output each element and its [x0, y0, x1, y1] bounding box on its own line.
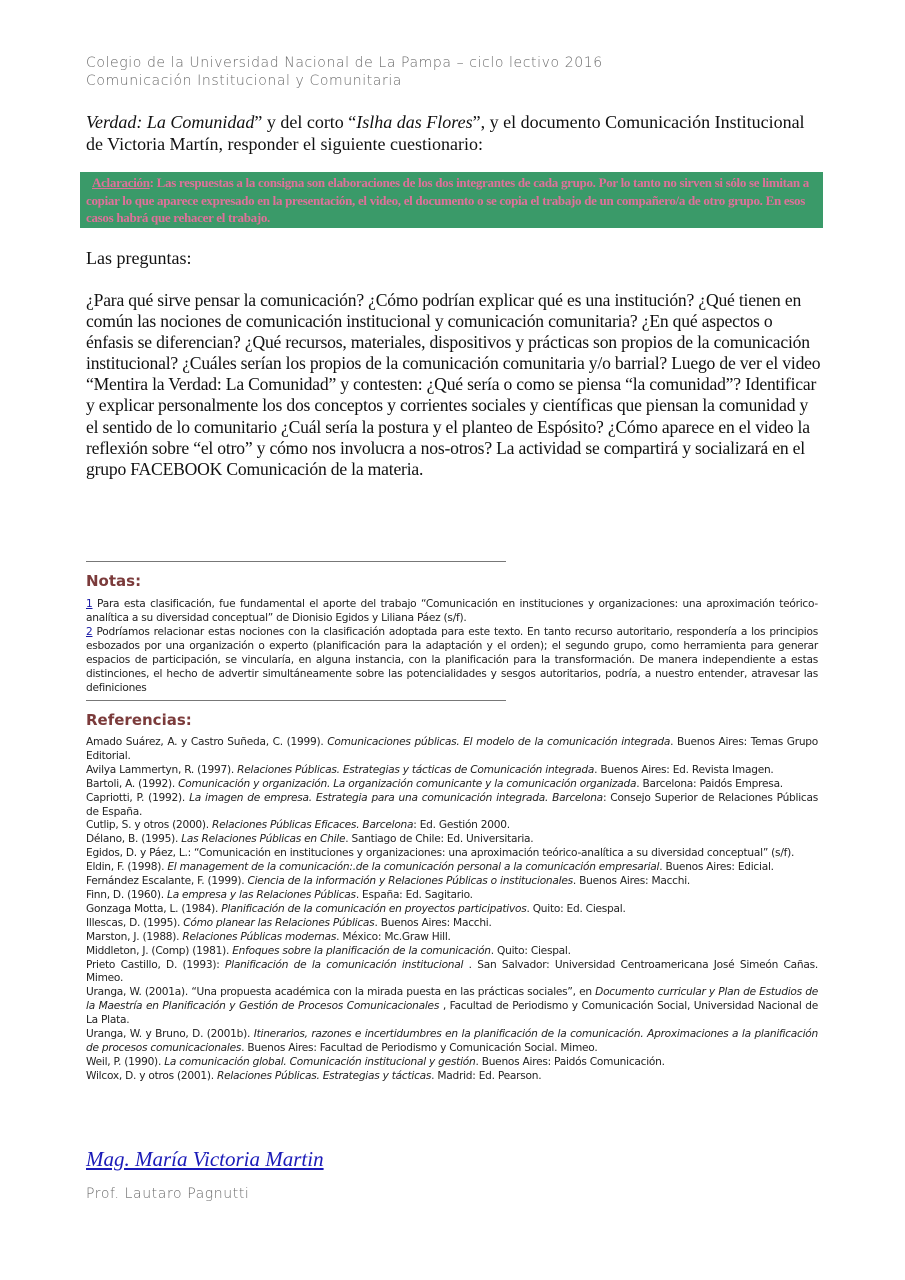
reference-item: Délano, B. (1995). Las Relaciones Públicas en Chile. Santiago de Chile: Ed. Universitaria. [86, 833, 534, 846]
questions-body: ¿Para qué sirve pensar la comunicación? ¿Cómo podrían explicar qué es una institución? ¿Qué tienen en común las nociones de comunicación institucional y comunicación comunitaria? ¿En qué aspectos o énfasis se diferencian? ¿Qué recursos, materiales, dispositivos y prácticas son propios de la comunicación institucional? ¿Cuáles serían los propios de la comunicación comunitaria y/o barrial? Luego de ver el video “Mentira la Verdad: La Comunidad” y contesten: ¿Qué sería o como se piensa “la comunidad”? Identificar y explicar personalmente los dos conceptos y corrientes sociales y científicas que piensan la comunidad y el sentido de lo comunitario ¿Cuál sería la postura y el planteo de Espósito? ¿Cómo aparece en el video la reflexión sobre “el otro” y cómo nos involucra a nos-otros? La actividad se compartirá y socializará en el grupo FACEBOOK Comunicación de la materia. [86, 290, 821, 479]
reference-item: Wilcox, D. y otros (2001). Relaciones Públicas. Estrategias y tácticas. Madrid: Ed. Pearson. [86, 1069, 542, 1082]
professor-name: Prof. Lautaro Pagnutti [86, 1186, 250, 1202]
intro-video-title: Verdad: La Comunidad [86, 112, 255, 132]
reference-item: Bartoli, A. (1992). Comunicación y organización. La organización comunicante y la comunicación organizada. Barcelona: Paidós Empresa. [86, 777, 783, 790]
reference-item: Prieto Castillo, D. (1993): Planificación de la comunicación institucional . San Salvador: Universidad Centroamericana José Simeón Cañas. Mimeo. [86, 958, 819, 985]
page-header [86, 54, 603, 90]
reference-item: Cutlip, S. y otros (2000). Relaciones Públicas Eficaces. Barcelona: Ed. Gestión 2000. [86, 819, 510, 832]
references-divider [86, 700, 506, 701]
references-heading: Referencias: [86, 711, 192, 729]
reference-item: Illescas, D. (1995). Cómo planear las Relaciones Públicas. Buenos Aires: Macchi. [86, 916, 492, 929]
questions-heading: Las preguntas: [86, 248, 192, 268]
notes-heading: Notas: [86, 572, 142, 590]
reference-item: Egidos, D. y Páez, L.: “Comunicación en instituciones y organizaciones: una aproximación teórico-analítica a su diversidad conceptual” (s/f). [86, 847, 795, 860]
clarification-text: : Las respuestas a la consigna son elaboraciones de los dos integrantes de cada grupo. Por lo tanto no sirven si sólo se limitan a copiar lo que aparece expresado en la presentación, el video, el documento o se copia el trabajo de un compañero/a de otro grupo. En esos casos habrá que rehacer el trabajo. [86, 175, 809, 225]
notes-divider [86, 561, 506, 562]
intro-short-title: Islha das Flores [356, 112, 473, 132]
reference-item: Finn, D. (1960). La empresa y las Relaciones Públicas. España: Ed. Sagitario. [86, 888, 473, 901]
notes-list [86, 597, 818, 695]
header-course: Comunicación Institucional y Comunitaria [86, 73, 402, 89]
references-list [86, 736, 818, 1084]
reference-item: Middleton, J. (Comp) (1981). Enfoques sobre la planificación de la comunicación. Quito: Ciespal. [86, 944, 571, 957]
clarification-notice [80, 172, 823, 228]
reference-item: Eldin, F. (1998). El management de la comunicación:.de la comunicación personal a la comunicación empresarial. Buenos Aires: Edicial. [86, 861, 774, 874]
note-link-2[interactable]: 2 [86, 626, 93, 638]
reference-item: Uranga, W. (2001a). “Una propuesta académica con la mirada puesta en las prácticas sociales”, en Documento curricular y Plan de Estudios de la Maestría en Planificación y Gestión de Procesos Comunicacionales , Facultad de Periodismo y Comunicación Social, Universidad Nacional de La Plata. [86, 986, 818, 1027]
note-item [86, 625, 818, 695]
note-item [86, 597, 818, 625]
author-link[interactable]: Mag. María Victoria Martin [86, 1147, 324, 1171]
reference-item: Marston, J. (1988). Relaciones Públicas modernas. México: Mc.Graw Hill. [86, 930, 451, 943]
note-link-1[interactable]: 1 [86, 598, 93, 610]
header-institution: Colegio de la Universidad Nacional de La Pampa – ciclo lectivo 2016 [86, 55, 603, 71]
note-text: Podríamos relacionar estas nociones con la clasificación adoptada para este texto. En tanto recurso autoritario, respondería a los principios esbozados por una organización o experto (planificación para la adaptación y el orden); el segundo grupo, como herramienta para generar espacios de participación, se vincularía, en alguna instancia, con la planificación para la transformación. De manera independiente a estas distinciones, el hecho de advertir simultáneamente sobre las potencialidades y sesgos autoritarios, podría, a nuestro entender, atravesar las definiciones [86, 626, 818, 694]
reference-item: Avilya Lammertyn, R. (1997). Relaciones Públicas. Estrategias y tácticas de Comunicación integrada. Buenos Aires: Ed. Revista Imagen. [86, 763, 774, 776]
reference-item: Uranga, W. y Bruno, D. (2001b). Itinerarios, razones e incertidumbres en la planificación de la comunicación. Aproximaciones a la planificación de procesos comunicacionales. Buenos Aires: Facultad de Periodismo y Comunicación Social. Mimeo. [86, 1028, 818, 1054]
intro-paragraph [86, 111, 826, 155]
clarification-label: Aclaración [92, 175, 150, 190]
reference-item: Fernández Escalante, F. (1999). Ciencia de la información y Relaciones Públicas o institucionales. Buenos Aires: Macchi. [86, 875, 691, 888]
reference-item: Gonzaga Motta, L. (1984). Planificación de la comunicación en proyectos participativos. Quito: Ed. Ciespal. [86, 902, 626, 915]
intro-text: ” y del corto “ [254, 112, 357, 132]
intro-text: ”, y el documento Comunicación Institucional de Victoria Martín, responder el siguiente cuestionario: [86, 112, 805, 154]
note-text: Para esta clasificación, fue fundamental el aporte del trabajo “Comunicación en instituciones y organizaciones: una aproximación teórico-analítica a su diversidad conceptual” de Dionisio Egidos y Liliana Páez (s/f). [86, 598, 818, 624]
reference-item: Amado Suárez, A. y Castro Suñeda, C. (1999). Comunicaciones públicas. El modelo de la comunicación integrada. Buenos Aires: Temas Grupo Editorial. [86, 736, 818, 762]
reference-item: Weil, P. (1990). La comunicación global. Comunicación institucional y gestión. Buenos Aires: Paidós Comunicación. [86, 1055, 665, 1068]
reference-item: Capriotti, P. (1992). La imagen de empresa. Estrategia para una comunicación integrada. Barcelona: Consejo Superior de Relaciones Públicas de España. [86, 791, 818, 818]
